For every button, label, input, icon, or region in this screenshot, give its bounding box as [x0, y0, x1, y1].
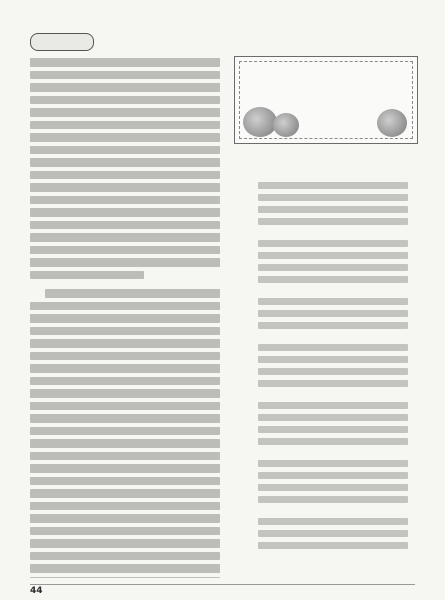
title-banner: [234, 56, 418, 144]
poem-body: [258, 182, 408, 554]
article-text-placeholder: [30, 58, 220, 578]
section-tag: [30, 33, 94, 51]
article-body: [30, 58, 220, 578]
vegetable-illustration: [377, 109, 407, 137]
page-number: 44: [30, 586, 43, 596]
footer-rule: [30, 584, 415, 585]
vegetable-illustration: [243, 107, 277, 137]
vegetable-illustration: [273, 113, 299, 137]
